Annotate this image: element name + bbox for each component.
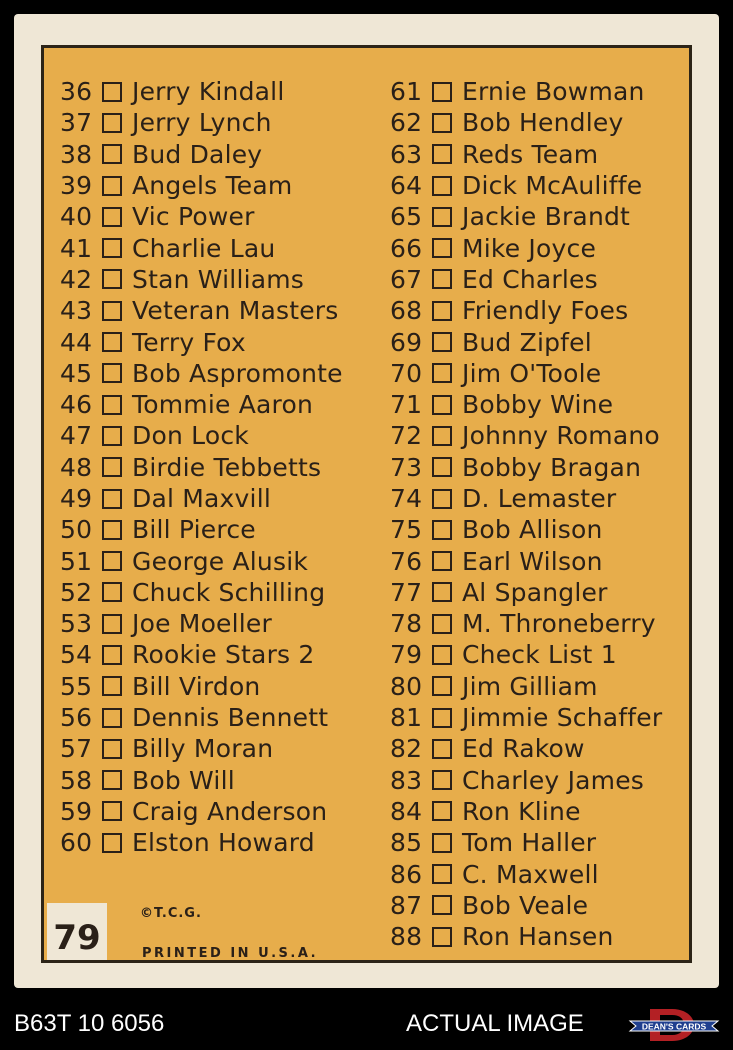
player-name: Jerry Kindall bbox=[132, 77, 285, 107]
checkbox[interactable] bbox=[432, 864, 452, 884]
card-number: 73 bbox=[390, 452, 423, 482]
checkbox[interactable] bbox=[432, 82, 452, 102]
checklist-row bbox=[390, 295, 662, 326]
player-name: Bobby Bragan bbox=[462, 452, 642, 482]
checkbox[interactable] bbox=[102, 426, 122, 446]
card-number: 65 bbox=[390, 202, 423, 232]
checkbox[interactable] bbox=[102, 551, 122, 571]
checkbox[interactable] bbox=[102, 332, 122, 352]
checklist-row bbox=[390, 890, 662, 921]
checkbox[interactable] bbox=[102, 144, 122, 164]
player-name: Jim O'Toole bbox=[462, 358, 602, 388]
player-name: Billy Moran bbox=[132, 734, 274, 764]
player-name: Bob Veale bbox=[462, 890, 589, 920]
checklist-row bbox=[60, 733, 343, 764]
player-name: Mike Joyce bbox=[462, 233, 597, 263]
checklist-row bbox=[60, 358, 343, 389]
player-name: Tom Haller bbox=[462, 828, 597, 858]
checkbox[interactable] bbox=[102, 301, 122, 321]
checkbox[interactable] bbox=[102, 770, 122, 790]
checklist-row bbox=[390, 232, 662, 263]
card-number: 57 bbox=[60, 734, 93, 764]
checklist-row bbox=[60, 232, 343, 263]
player-name: Dick McAuliffe bbox=[462, 171, 643, 201]
checkbox[interactable] bbox=[432, 332, 452, 352]
card-number: 83 bbox=[390, 765, 423, 795]
card-number: 56 bbox=[60, 703, 93, 733]
player-name: Ed Rakow bbox=[462, 734, 585, 764]
player-name: Bob Allison bbox=[462, 515, 603, 545]
player-name: Jimmie Schaffer bbox=[462, 703, 663, 733]
checklist-row bbox=[60, 577, 343, 608]
checklist-row bbox=[390, 827, 662, 858]
player-name: Johnny Romano bbox=[462, 421, 660, 451]
checklist-row bbox=[60, 295, 343, 326]
checklist-row bbox=[390, 264, 662, 295]
player-name: Dennis Bennett bbox=[132, 703, 329, 733]
card-number: 60 bbox=[60, 828, 93, 858]
card-number-badge: 79 bbox=[47, 903, 107, 960]
checklist-row bbox=[60, 514, 343, 545]
player-name: Earl Wilson bbox=[462, 546, 603, 576]
card-number: 81 bbox=[390, 703, 423, 733]
checkbox[interactable] bbox=[432, 269, 452, 289]
card-number: 36 bbox=[60, 77, 93, 107]
player-name: Birdie Tebbetts bbox=[132, 452, 322, 482]
checkbox[interactable] bbox=[432, 113, 452, 133]
checkbox[interactable] bbox=[102, 457, 122, 477]
checkbox[interactable] bbox=[102, 520, 122, 540]
checklist-row bbox=[390, 452, 662, 483]
card-number: 50 bbox=[60, 515, 93, 545]
checkbox[interactable] bbox=[102, 582, 122, 602]
checkbox[interactable] bbox=[432, 489, 452, 509]
checklist-row bbox=[390, 765, 662, 796]
checkbox[interactable] bbox=[432, 238, 452, 258]
checklist-row bbox=[60, 264, 343, 295]
player-name: C. Maxwell bbox=[462, 859, 599, 889]
checkbox[interactable] bbox=[432, 739, 452, 759]
card-number: 71 bbox=[390, 390, 423, 420]
card-number: 85 bbox=[390, 828, 423, 858]
checkbox[interactable] bbox=[432, 645, 452, 665]
checkbox[interactable] bbox=[102, 395, 122, 415]
checkbox[interactable] bbox=[432, 801, 452, 821]
printed-in-text: PRINTED IN U.S.A. bbox=[142, 946, 319, 961]
actual-image-label: ACTUAL IMAGE bbox=[406, 1010, 584, 1037]
player-name: Rookie Stars 2 bbox=[132, 640, 315, 670]
checklist-row bbox=[390, 389, 662, 420]
player-name: Ernie Bowman bbox=[462, 77, 645, 107]
checkbox[interactable] bbox=[432, 457, 452, 477]
checkbox[interactable] bbox=[102, 113, 122, 133]
player-name: Bob Aspromonte bbox=[132, 358, 343, 388]
checklist-row bbox=[390, 608, 662, 639]
checkbox[interactable] bbox=[432, 426, 452, 446]
checklist-row bbox=[390, 733, 662, 764]
checklist-card bbox=[14, 14, 719, 988]
card-number: 40 bbox=[60, 202, 93, 232]
checklist-row bbox=[60, 389, 343, 420]
card-number: 70 bbox=[390, 358, 423, 388]
deans-cards-logo-icon bbox=[628, 1005, 720, 1045]
checklist-row bbox=[60, 765, 343, 796]
player-name: Jerry Lynch bbox=[132, 108, 272, 138]
card-number: 76 bbox=[390, 546, 423, 576]
checkbox[interactable] bbox=[102, 489, 122, 509]
checklist-row bbox=[390, 702, 662, 733]
checklist-row bbox=[390, 107, 662, 138]
player-name: Charley James bbox=[462, 765, 645, 795]
card-number: 46 bbox=[60, 390, 93, 420]
checklist-row bbox=[390, 170, 662, 201]
checklist-row bbox=[390, 326, 662, 357]
checkbox[interactable] bbox=[432, 363, 452, 383]
card-number: 68 bbox=[390, 296, 423, 326]
checkbox[interactable] bbox=[102, 614, 122, 634]
card-number: 75 bbox=[390, 515, 423, 545]
svg-text:DEAN'S CARDS: DEAN'S CARDS bbox=[641, 1021, 707, 1032]
player-name: Bob Will bbox=[132, 765, 235, 795]
checkbox[interactable] bbox=[432, 770, 452, 790]
checkbox[interactable] bbox=[102, 801, 122, 821]
card-number: 80 bbox=[390, 671, 423, 701]
card-number: 37 bbox=[60, 108, 93, 138]
player-name: Joe Moeller bbox=[132, 609, 272, 639]
checkbox[interactable] bbox=[432, 520, 452, 540]
checklist-row bbox=[390, 514, 662, 545]
player-name: Veteran Masters bbox=[132, 296, 339, 326]
player-name: Terry Fox bbox=[132, 327, 246, 357]
checkbox[interactable] bbox=[432, 614, 452, 634]
checkbox[interactable] bbox=[102, 708, 122, 728]
checkbox[interactable] bbox=[432, 301, 452, 321]
checklist-row bbox=[60, 452, 343, 483]
checklist-row bbox=[60, 671, 343, 702]
player-name: Chuck Schilling bbox=[132, 577, 326, 607]
checkbox[interactable] bbox=[102, 676, 122, 696]
card-number: 61 bbox=[390, 77, 423, 107]
card-number: 74 bbox=[390, 484, 423, 513]
checklist-row bbox=[390, 139, 662, 170]
checkbox[interactable] bbox=[432, 833, 452, 853]
player-name: D. Lemaster bbox=[462, 484, 617, 513]
player-name: Tommie Aaron bbox=[132, 390, 313, 420]
checklist-row bbox=[390, 201, 662, 232]
checkbox[interactable] bbox=[102, 833, 122, 853]
checklist-row bbox=[60, 76, 343, 107]
checkbox[interactable] bbox=[102, 363, 122, 383]
card-number: 58 bbox=[60, 765, 93, 795]
card-number: 66 bbox=[390, 233, 423, 263]
card-number: 41 bbox=[60, 233, 93, 263]
card-number: 64 bbox=[390, 171, 423, 201]
checkbox[interactable] bbox=[102, 739, 122, 759]
player-name: M. Throneberry bbox=[462, 609, 656, 639]
checkbox[interactable] bbox=[102, 645, 122, 665]
player-name: Ron Hansen bbox=[462, 922, 614, 952]
card-number: 55 bbox=[60, 671, 93, 701]
card-number: 49 bbox=[60, 484, 93, 513]
player-name: Jim Gilliam bbox=[462, 671, 598, 701]
card-number: 72 bbox=[390, 421, 423, 451]
checklist-row bbox=[390, 483, 662, 514]
player-name: Stan Williams bbox=[132, 264, 305, 294]
player-name: Check List 1 bbox=[462, 640, 617, 670]
player-name: Ed Charles bbox=[462, 264, 598, 294]
card-number: 38 bbox=[60, 139, 93, 169]
card-number: 51 bbox=[60, 546, 93, 576]
card-number: 79 bbox=[390, 640, 423, 670]
player-name: Bill Pierce bbox=[132, 515, 256, 545]
checklist-row bbox=[390, 639, 662, 670]
player-name: Dal Maxvill bbox=[132, 484, 271, 513]
player-name: Don Lock bbox=[132, 421, 249, 451]
player-name: Al Spangler bbox=[462, 577, 608, 607]
card-number: 63 bbox=[390, 139, 423, 169]
copyright-text: ©T.C.G. bbox=[140, 906, 202, 921]
player-name: Angels Team bbox=[132, 171, 293, 201]
checkbox[interactable] bbox=[102, 82, 122, 102]
checkbox[interactable] bbox=[432, 676, 452, 696]
checklist-row bbox=[390, 358, 662, 389]
checkbox[interactable] bbox=[102, 269, 122, 289]
player-name: Craig Anderson bbox=[132, 796, 328, 826]
checkbox[interactable] bbox=[432, 551, 452, 571]
card-number: 48 bbox=[60, 452, 93, 482]
player-name: Elston Howard bbox=[132, 828, 315, 858]
checklist-row bbox=[390, 545, 662, 576]
card-number: 42 bbox=[60, 264, 93, 294]
player-name: Ron Kline bbox=[462, 796, 581, 826]
card-number: 82 bbox=[390, 734, 423, 764]
checklist-row bbox=[390, 76, 662, 107]
checklist-row bbox=[390, 921, 662, 952]
checklist-row bbox=[60, 201, 343, 232]
card-number: 59 bbox=[60, 796, 93, 826]
player-name: Friendly Foes bbox=[462, 296, 629, 326]
checklist-left-column bbox=[60, 76, 343, 858]
player-name: Bill Virdon bbox=[132, 671, 261, 701]
checkbox[interactable] bbox=[432, 176, 452, 196]
card-number: 45 bbox=[60, 358, 93, 388]
checklist-row bbox=[60, 796, 343, 827]
checklist-row bbox=[390, 577, 662, 608]
checklist-right-column bbox=[390, 76, 662, 952]
card-number: 53 bbox=[60, 609, 93, 639]
card-number: 87 bbox=[390, 890, 423, 920]
player-name: Reds Team bbox=[462, 139, 599, 169]
card-number: 84 bbox=[390, 796, 423, 826]
checklist-row bbox=[60, 608, 343, 639]
checklist-row bbox=[60, 170, 343, 201]
checkbox[interactable] bbox=[432, 395, 452, 415]
checklist-row bbox=[60, 702, 343, 733]
inventory-code: B63T 10 6056 bbox=[14, 1010, 165, 1037]
checkbox[interactable] bbox=[102, 207, 122, 227]
card-number: 86 bbox=[390, 859, 423, 889]
card-number: 43 bbox=[60, 296, 93, 326]
player-name: Jackie Brandt bbox=[462, 202, 631, 232]
player-name: George Alusik bbox=[132, 546, 309, 576]
player-name: Charlie Lau bbox=[132, 233, 276, 263]
checkbox[interactable] bbox=[432, 927, 452, 947]
checkbox[interactable] bbox=[432, 582, 452, 602]
checkbox[interactable] bbox=[432, 895, 452, 915]
checklist-row bbox=[60, 420, 343, 451]
checklist-row bbox=[60, 107, 343, 138]
card-number: 77 bbox=[390, 577, 423, 607]
checkbox[interactable] bbox=[432, 207, 452, 227]
card-number: 69 bbox=[390, 327, 423, 357]
checklist-row bbox=[60, 545, 343, 576]
checklist-row bbox=[60, 483, 343, 514]
checklist-row bbox=[390, 858, 662, 889]
card-number: 47 bbox=[60, 421, 93, 451]
card-number: 39 bbox=[60, 171, 93, 201]
checkbox[interactable] bbox=[432, 708, 452, 728]
checklist-row bbox=[390, 796, 662, 827]
checkbox[interactable] bbox=[102, 238, 122, 258]
player-name: Vic Power bbox=[132, 202, 255, 232]
card-number: 54 bbox=[60, 640, 93, 670]
checklist-panel bbox=[41, 45, 692, 963]
checklist-row bbox=[60, 827, 343, 858]
checklist-row bbox=[60, 139, 343, 170]
checkbox[interactable] bbox=[102, 176, 122, 196]
card-number: 78 bbox=[390, 609, 423, 639]
card-number: 62 bbox=[390, 108, 423, 138]
card-number: 52 bbox=[60, 577, 93, 607]
checklist-row bbox=[390, 420, 662, 451]
player-name: Bobby Wine bbox=[462, 390, 614, 420]
card-number: 88 bbox=[390, 922, 423, 952]
player-name: Bud Zipfel bbox=[462, 327, 592, 357]
checklist-row bbox=[60, 326, 343, 357]
checklist-row bbox=[390, 671, 662, 702]
checkbox[interactable] bbox=[432, 144, 452, 164]
card-number: 44 bbox=[60, 327, 93, 357]
player-name: Bob Hendley bbox=[462, 108, 624, 138]
checklist-row bbox=[60, 639, 343, 670]
card-number: 67 bbox=[390, 264, 423, 294]
player-name: Bud Daley bbox=[132, 139, 263, 169]
